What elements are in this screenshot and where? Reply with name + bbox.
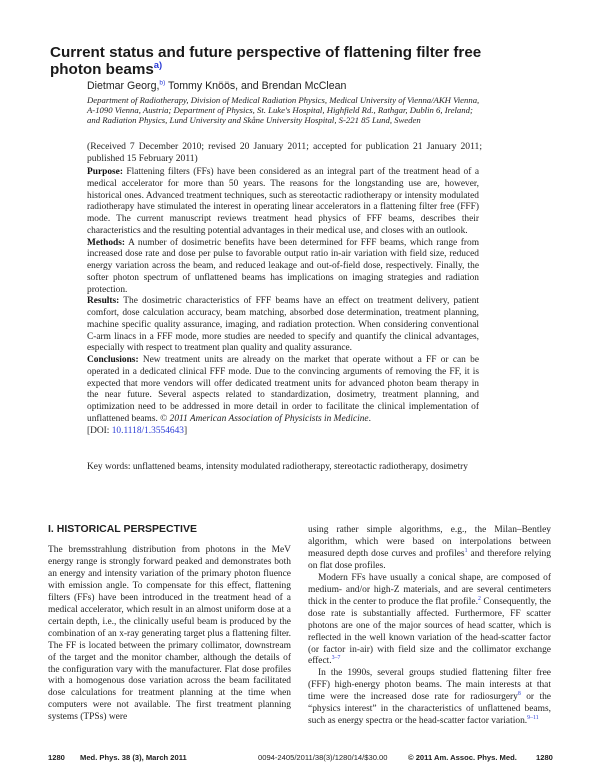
authors [87, 80, 346, 92]
text: Modern FFs have usually a conical shape, are composed of medium- and/or high-Z materials, and are several centimeters thick in the center to produce the flat profile. [308, 572, 551, 607]
methods-text: A number of dosimetric benefits have been determined for FFF beams, which range from increased dose rate and dose per pulse to favorable output ratio in-air variation with field size, reduced energy variation across the beam, and reduced leakage and out-of-field dose, respectively. Finally, the softer photon spectrum of unflattened beams has implications on imaging strategies and radiation protection. [87, 237, 479, 295]
text: In the 1990s, several groups studied flattening filter free (FFF) high-energy photon beams. The main interests at that time were the increased dose rate for radiosurgery [308, 668, 551, 703]
right-column [308, 525, 551, 728]
abstract-methods [87, 238, 479, 297]
doi-prefix: [DOI: [87, 425, 112, 436]
footer-page-left: 1280 [48, 753, 65, 762]
abstract-results [87, 296, 479, 355]
methods-label: Methods: [87, 237, 126, 248]
footer-journal: Med. Phys. 38 (3), March 2011 [80, 753, 187, 762]
received-dates: (Received 7 December 2010; revised 20 January 2011; accepted for publication 21 January 2011; published 15 February 2011) [87, 141, 482, 165]
results-text: The dosimetric characteristics of FFF beams have an effect on treatment delivery, patient comfort, dose calculation accuracy, beam matching, absorbed dose determination, treatment planning, machine specific quality assurance, imaging, and radiation protection. When considering conventional C-arm linacs in a FFF mode, more studies are needed to specify and quantify the clinical advantages, especially with respect to treatment plan quality and quality assurance. [87, 296, 479, 354]
footer-code: 0094-2405/2011/38(3)/1280/14/$30.00 [258, 753, 388, 762]
title-text: Current status and future perspective of flattening filter free photon beams [50, 44, 482, 78]
purpose-label: Purpose: [87, 167, 123, 177]
text: or the “physics interest” in the characteristics of unflattened beams, such as energy spectra or the head-scatter factor variation. [308, 692, 551, 727]
reference-link[interactable]: 8 [517, 691, 521, 698]
doi-suffix: ] [183, 425, 188, 436]
purpose-text: Flattening filters (FFs) have been considered as an integral part of the treatment head of a medical accelerator for more than 50 years. The reasons for the longstanding use are, however, historical ones. Advanced treatment techniques, such as stereotactic radiotherapy or intensity modulated radiotherapy have stimulated the interest in operating linear accelerators in a flattening filter free (FFF) mode. The current manuscript reviews treatment head physics of FFF beams, describes their characteristics and the resulting potential advantages in their medical use, and closes with an outlook. [87, 167, 479, 236]
text: and therefore relying on flat dose profiles. [308, 548, 551, 571]
body-paragraph [308, 525, 551, 573]
section-heading: I. HISTORICAL PERSPECTIVE [48, 523, 197, 535]
results-label: Results: [87, 296, 120, 307]
affiliations: Department of Radiotherapy, Division of Medical Radiation Physics, Medical University of Vienna/AKH Vienna, A-1090 Vienna, Austria; Department of Physics, St. Luke's Hospital, Highfield Rd., Rathgar, Dublin 6, Ireland; and Radiation Physics, Lund University and Skåne University Hospital, S-221 85 Lund, Sweden [87, 95, 480, 126]
conclusions-text: New treatment units are already on the market that operate without a FF or can be operated in a dedicated clinical FFF mode. Due to the convincing arguments of removing the FF, it is expected that more vendors will offer dedicated treatment units for advanced photon beam therapy in the near future. Several aspects related to standardization, dosimetry, treatment planning, and optimization need to be addressed in more detail in order to facilitate the clinical implementation of unflattened beams. © [87, 355, 479, 424]
reference-link[interactable]: 1 [464, 547, 468, 554]
text: using rather simple algorithms, e.g., the Milan–Bentley algorithm, which were based on interpolations between measured depth dose curves and profiles [308, 525, 551, 559]
title-footnote-link[interactable]: a) [153, 58, 163, 70]
author-1: Dietmar Georg, [87, 80, 160, 92]
body-paragraph [308, 668, 551, 728]
doi-line [87, 426, 479, 438]
body-paragraph [308, 573, 551, 669]
doi-link[interactable]: 10.1118/1.3554643 [111, 425, 184, 436]
keywords: Key words: unflattened beams, intensity modulated radiotherapy, stereotactic radiotherapy, dosimetry [87, 462, 468, 472]
abstract-conclusions: Conclusions: New treatment units are already on the market that operate without a FF or can be operated in a dedicated clinical FFF mode. Due to the convincing arguments of removing the FF, it is expected that more vendors will offer dedicated treatment units for advanced photon beam therapy in the near future. Several aspects related to standardization, dosimetry, treatment planning, and optimization need to be addressed in more detail in order to facilitate the clinical implementation of unflattened beams. © 2011 American Association of Physicists in Medicine. [87, 355, 479, 424]
reference-link[interactable]: 2 [477, 595, 481, 602]
abstract [87, 167, 479, 437]
reference-link[interactable]: 3–7 [331, 655, 341, 662]
body-paragraph: The bremsstrahlung distribution from photons in the MeV energy range is strongly forward peaked and demonstrates both an energy and intensity variation of the primary photon fluence with emission angle. To compensate for this effect, flattening filters (FFs) have been introduced in the treatment head of a medical accelerator, which result in an almost uniform dose at a certain depth, i.e., the clinically useful beam is produced by the combination of an x-ray generating target plus a flattening filter. The FF is located between the primary collimator, downstream of the target and the monitor chamber, although the details of the configuration vary with the manufacturer. Flat dose profiles with a homogenous dose variation across the beam facilitated dose calculations for treatment planning at the time when computers were not available. The first treatment planning systems (TPSs) were [48, 545, 291, 723]
reference-link[interactable]: 9–11 [527, 715, 539, 722]
other-authors: Tommy Knöös, and Brendan McClean [165, 80, 347, 92]
author-footnote-link[interactable]: b) [159, 79, 166, 87]
conclusions-label: Conclusions: [87, 355, 139, 365]
footer-copyright: © 2011 Am. Assoc. Phys. Med. [408, 753, 517, 762]
text: Consequently, the dose rate is substantially affected. Furthermore, FF scatter photons are one of the major sources of head scatter, which is reflected in the well known variation of the head-scatter factor (or factor in-air) with field size and the collimator exchange effect. [308, 596, 551, 667]
article-title [50, 44, 520, 78]
copyright-notice: 2011 American Association of Physicists in Medicine [169, 413, 369, 424]
left-column [48, 545, 291, 724]
footer-page-right: 1280 [536, 753, 553, 762]
abstract-purpose [87, 167, 479, 238]
